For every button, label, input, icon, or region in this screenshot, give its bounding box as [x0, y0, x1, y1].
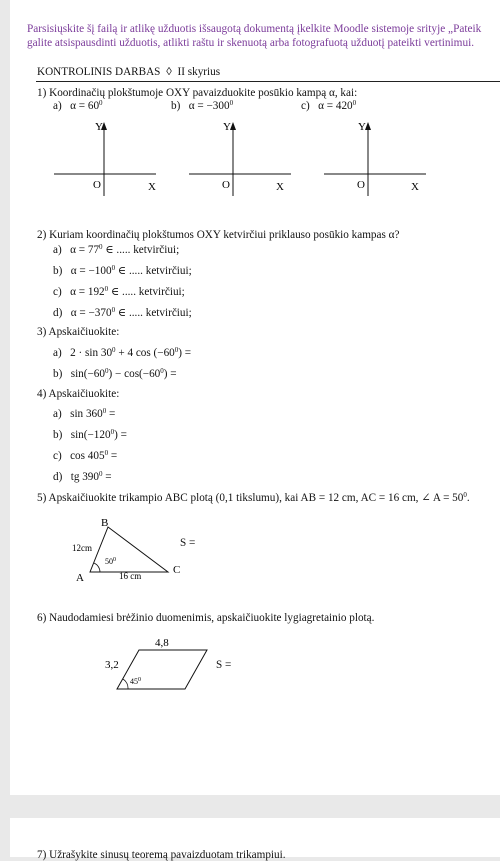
q3-text: 3) Apskaičiuokite: — [37, 326, 120, 338]
intro-line-1: Parsisiųskite šį failą ir atlikę užduotis išsaugotą dokumentą įkelkite Moodle sistemoje srityje „Pateik — [27, 23, 482, 35]
q3-item-b: b) $\sin(-60^0) - \cos(-60^0)$ = — [53, 367, 177, 380]
next-page — [10, 818, 500, 861]
x-axis-label: X — [148, 181, 156, 193]
parallelogram-diagram — [95, 634, 225, 694]
worksheet-page — [10, 0, 500, 795]
header-divider — [36, 81, 500, 82]
side-ac-label: 16 cm — [119, 571, 142, 581]
q7-text: 7) Užrašykite sinusų teoremą pavaizduotam trikampiui. — [37, 849, 286, 861]
origin-label: O — [93, 179, 101, 191]
origin-label: O — [222, 179, 230, 191]
angle-a-label: $50^0$ — [105, 557, 116, 566]
x-axis-label: X — [276, 181, 284, 193]
angle-arc — [123, 679, 128, 689]
q4-item-c: c) $\cos 405^0$ = — [53, 449, 118, 462]
q1-item-b: b) $\alpha = -300^0$ — [171, 99, 234, 112]
q2-item-d: d) $\alpha = -370^0$ ∈ ..... ketvirčiui; — [53, 306, 192, 319]
y-axis-label: Y — [358, 121, 366, 133]
angle-label: $45^0$ — [130, 677, 141, 686]
axes-diagram-b — [185, 118, 295, 198]
q6-text: 6) Naudodamiesi brėžinio duomenimis, apskaičiuokite lygiagretainio plotą. — [37, 612, 375, 624]
q5-answer-label: S = — [180, 537, 196, 549]
header-separator: ◊ — [166, 66, 172, 78]
q5-text: 5) Apskaičiuokite trikampio ABC plotą (0,1 tikslumu), kai AB = 12 cm, AC = 16 cm, ∠ $A = 50^0$. — [37, 491, 470, 504]
q1-text: 1) Koordinačių plokštumoje OXY pavaizduokite posūkio kampą α, kai: — [37, 87, 358, 99]
q4-item-b: b) $\sin(-120^0)$ = — [53, 428, 127, 441]
axes-diagram-a — [50, 118, 160, 198]
q3-item-a: a) $2 \cdot \sin 30^0 + 4$ $\cos (-60^0)$ = — [53, 346, 192, 359]
axes-diagram-c — [320, 118, 430, 198]
q4-text: 4) Apskaičiuokite: — [37, 388, 120, 400]
triangle-abc-diagram — [70, 515, 190, 585]
q2-item-b: b) $\alpha = -100^0$ ∈ ..... ketvirčiui; — [53, 264, 192, 277]
q1-item-c: c) $\alpha = 420^0$ — [301, 99, 357, 112]
q4-item-a: a) $\sin 360^0$ = — [53, 407, 116, 420]
q2-item-a: a) $\alpha = 77^0$ ∈ ..... ketvirčiui; — [53, 243, 180, 256]
q4-item-d: d) tg $390^0$ = — [53, 470, 112, 483]
q2-text: 2) Kuriam koordinačių plokštumos OXY ketvirčiui priklauso posūkio kampas α? — [37, 229, 400, 241]
vertex-b-label: B — [101, 517, 109, 529]
vertex-c-label: C — [173, 564, 181, 576]
header-section: II skyrius — [177, 66, 221, 78]
y-axis-label: Y — [95, 121, 103, 133]
worksheet-header — [37, 66, 220, 78]
side-ab-label: 12cm — [72, 543, 92, 553]
intro-line-2: galite atsispausdinti užduotis, atlikti raštu ir skenuotą arba fotografuotą užduotį pateikti vertinimui. — [27, 37, 475, 49]
q2-item-c: c) $\alpha = 192^0$ ∈ ..... ketvirčiui; — [53, 285, 185, 298]
header-title: KONTROLINIS DARBAS — [37, 66, 161, 78]
left-side-label: 3,2 — [105, 659, 119, 671]
vertex-a-label: A — [76, 572, 84, 584]
y-axis-label: Y — [223, 121, 231, 133]
x-axis-label: X — [411, 181, 419, 193]
triangle-abc — [90, 527, 168, 572]
angle-a-arc — [94, 563, 100, 572]
top-side-label: 4,8 — [155, 637, 169, 649]
origin-label: O — [357, 179, 365, 191]
q1-item-a: a) $\alpha = 60^0$ — [53, 99, 103, 112]
q6-answer-label: S = — [216, 659, 232, 671]
